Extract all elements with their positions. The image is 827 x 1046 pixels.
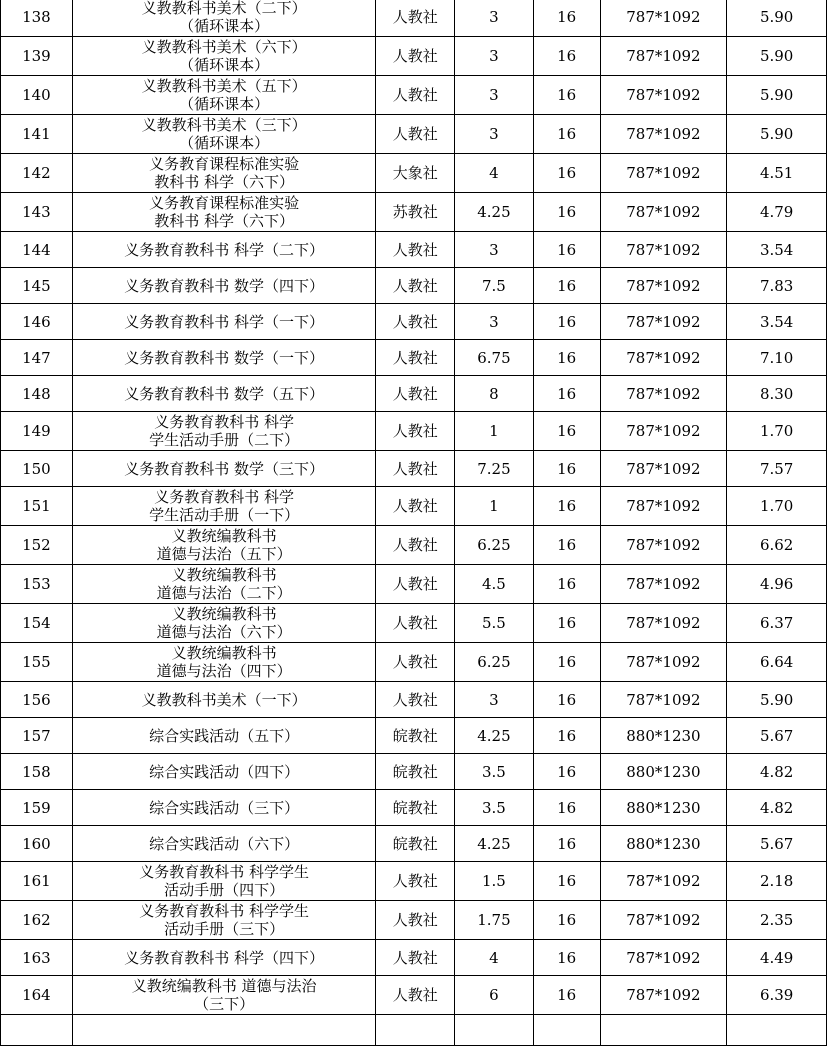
table-row [1,37,827,76]
paper-size-cell: 787*1092 [600,76,727,115]
publisher-cell: 人教社 [376,232,455,268]
publisher-cell: 人教社 [376,76,455,115]
book-title-cell: 义务教育教科书 科学（二下） [72,232,376,268]
paper-size-cell: 880*1230 [600,754,727,790]
sheets-cell: 4.25 [455,826,534,862]
sheets-cell: 1 [455,412,534,451]
sheets-cell: 3.5 [455,790,534,826]
publisher-cell: 苏教社 [376,193,455,232]
sheets-cell: 4 [455,154,534,193]
row-number-cell: 150 [1,451,73,487]
book-title-cell: 义教教科书美术（五下） （循环课本） [72,76,376,115]
sheets-cell: 3.5 [455,754,534,790]
paper-size-cell: 787*1092 [600,0,727,37]
sheets-cell: 4.5 [455,565,534,604]
paper-size-cell: 787*1092 [600,232,727,268]
sheets-cell: 3 [455,304,534,340]
publisher-cell: 人教社 [376,604,455,643]
price-cell: 6.64 [727,643,827,682]
sheets-cell: 3 [455,232,534,268]
format-cell: 16 [533,604,600,643]
publisher-cell: 人教社 [376,976,455,1015]
paper-size-cell: 787*1092 [600,268,727,304]
table-row [1,412,827,451]
table-row [1,0,827,37]
publisher-cell: 人教社 [376,526,455,565]
book-title-cell: 义教统编教科书 道德与法治（二下） [72,565,376,604]
table-row [1,304,827,340]
price-cell: 5.67 [727,826,827,862]
row-number-cell: 162 [1,901,73,940]
publisher-cell [376,1015,455,1046]
format-cell: 16 [533,526,600,565]
price-cell: 7.10 [727,340,827,376]
format-cell: 16 [533,0,600,37]
table-body [1,0,827,1046]
row-number-cell: 154 [1,604,73,643]
sheets-cell: 3 [455,682,534,718]
format-cell: 16 [533,826,600,862]
row-number-cell: 142 [1,154,73,193]
price-cell: 2.18 [727,862,827,901]
price-cell: 5.90 [727,76,827,115]
publisher-cell: 人教社 [376,940,455,976]
book-title-cell: 义务教育课程标准实验 教科书 科学（六下） [72,154,376,193]
format-cell: 16 [533,862,600,901]
table-row [1,232,827,268]
price-cell: 5.90 [727,37,827,76]
price-cell: 8.30 [727,376,827,412]
table-row [1,643,827,682]
book-title-cell: 综合实践活动（三下） [72,790,376,826]
row-number-cell: 157 [1,718,73,754]
table-row [1,790,827,826]
paper-size-cell: 787*1092 [600,862,727,901]
paper-size-cell [600,1015,727,1046]
sheets-cell: 1.5 [455,862,534,901]
paper-size-cell: 787*1092 [600,682,727,718]
table-row [1,1015,827,1046]
book-title-cell: 综合实践活动（四下） [72,754,376,790]
row-number-cell: 149 [1,412,73,451]
paper-size-cell: 787*1092 [600,976,727,1015]
publisher-cell: 人教社 [376,412,455,451]
row-number-cell: 152 [1,526,73,565]
price-cell: 4.51 [727,154,827,193]
sheets-cell: 7.5 [455,268,534,304]
sheets-cell: 3 [455,37,534,76]
sheets-cell: 3 [455,76,534,115]
book-title-cell: 义务教育教科书 科学（一下） [72,304,376,340]
publisher-cell: 大象社 [376,154,455,193]
format-cell: 16 [533,565,600,604]
sheets-cell: 4.25 [455,718,534,754]
paper-size-cell: 787*1092 [600,193,727,232]
publisher-cell: 人教社 [376,565,455,604]
price-cell: 3.54 [727,232,827,268]
format-cell: 16 [533,451,600,487]
table-row [1,154,827,193]
paper-size-cell: 787*1092 [600,604,727,643]
row-number-cell [1,1015,73,1046]
format-cell: 16 [533,37,600,76]
sheets-cell: 3 [455,115,534,154]
table-row [1,976,827,1015]
paper-size-cell: 787*1092 [600,901,727,940]
book-title-cell: 义教统编教科书 道德与法治 （三下） [72,976,376,1015]
table-row [1,193,827,232]
table-row [1,940,827,976]
price-cell: 4.82 [727,790,827,826]
price-cell: 6.37 [727,604,827,643]
paper-size-cell: 787*1092 [600,643,727,682]
publisher-cell: 人教社 [376,37,455,76]
price-cell: 4.79 [727,193,827,232]
sheets-cell: 6.25 [455,526,534,565]
price-cell: 6.62 [727,526,827,565]
publisher-cell: 人教社 [376,682,455,718]
row-number-cell: 163 [1,940,73,976]
book-title-cell: 义教统编教科书 道德与法治（五下） [72,526,376,565]
publisher-cell: 人教社 [376,862,455,901]
table-row [1,76,827,115]
format-cell [533,1015,600,1046]
book-title-cell: 义务教育教科书 数学（五下） [72,376,376,412]
paper-size-cell: 880*1230 [600,790,727,826]
sheets-cell: 7.25 [455,451,534,487]
format-cell: 16 [533,232,600,268]
table-row [1,268,827,304]
price-cell: 5.67 [727,718,827,754]
book-title-cell: 义务教育教科书 科学 学生活动手册（二下） [72,412,376,451]
book-title-cell: 义务教育教科书 科学 学生活动手册（一下） [72,487,376,526]
row-number-cell: 145 [1,268,73,304]
format-cell: 16 [533,754,600,790]
format-cell: 16 [533,901,600,940]
format-cell: 16 [533,115,600,154]
format-cell: 16 [533,718,600,754]
format-cell: 16 [533,643,600,682]
row-number-cell: 159 [1,790,73,826]
row-number-cell: 156 [1,682,73,718]
paper-size-cell: 787*1092 [600,565,727,604]
row-number-cell: 148 [1,376,73,412]
format-cell: 16 [533,376,600,412]
format-cell: 16 [533,154,600,193]
format-cell: 16 [533,682,600,718]
book-title-cell: 义教统编教科书 道德与法治（四下） [72,643,376,682]
row-number-cell: 155 [1,643,73,682]
row-number-cell: 147 [1,340,73,376]
format-cell: 16 [533,487,600,526]
price-cell: 5.90 [727,115,827,154]
row-number-cell: 146 [1,304,73,340]
table-row [1,682,827,718]
paper-size-cell: 787*1092 [600,115,727,154]
format-cell: 16 [533,193,600,232]
format-cell: 16 [533,76,600,115]
publisher-cell: 皖教社 [376,754,455,790]
sheets-cell [455,1015,534,1046]
sheets-cell: 1.75 [455,901,534,940]
format-cell: 16 [533,940,600,976]
paper-size-cell: 880*1230 [600,718,727,754]
price-cell: 5.90 [727,0,827,37]
table-row [1,604,827,643]
sheets-cell: 6 [455,976,534,1015]
publisher-cell: 人教社 [376,268,455,304]
publisher-cell: 人教社 [376,376,455,412]
table-row [1,340,827,376]
publisher-cell: 人教社 [376,115,455,154]
price-cell: 1.70 [727,412,827,451]
row-number-cell: 158 [1,754,73,790]
book-title-cell: 义务教育课程标准实验 教科书 科学（六下） [72,193,376,232]
book-title-cell: 义务教育教科书 数学（三下） [72,451,376,487]
sheets-cell: 6.75 [455,340,534,376]
table-row [1,754,827,790]
book-title-cell: 义务教育教科书 科学（四下） [72,940,376,976]
table-row [1,376,827,412]
publisher-cell: 人教社 [376,451,455,487]
price-cell: 6.39 [727,976,827,1015]
table-row [1,526,827,565]
publisher-cell: 人教社 [376,643,455,682]
format-cell: 16 [533,976,600,1015]
row-number-cell: 141 [1,115,73,154]
table-row [1,901,827,940]
publisher-cell: 皖教社 [376,790,455,826]
row-number-cell: 138 [1,0,73,37]
publisher-cell: 人教社 [376,304,455,340]
table-row [1,487,827,526]
price-cell: 4.82 [727,754,827,790]
publisher-cell: 皖教社 [376,718,455,754]
table-row [1,565,827,604]
row-number-cell: 161 [1,862,73,901]
book-title-cell: 综合实践活动（六下） [72,826,376,862]
book-title-cell: 义务教育教科书 数学（四下） [72,268,376,304]
book-title-cell: 义教统编教科书 道德与法治（六下） [72,604,376,643]
sheets-cell: 3 [455,0,534,37]
book-title-cell [72,1015,376,1046]
paper-size-cell: 787*1092 [600,340,727,376]
book-title-cell: 义务教育教科书 科学学生 活动手册（三下） [72,901,376,940]
book-title-cell: 义务教育教科书 数学（一下） [72,340,376,376]
price-cell: 7.57 [727,451,827,487]
format-cell: 16 [533,268,600,304]
sheets-cell: 8 [455,376,534,412]
table-row [1,451,827,487]
table-row [1,115,827,154]
sheets-cell: 4.25 [455,193,534,232]
format-cell: 16 [533,790,600,826]
row-number-cell: 160 [1,826,73,862]
book-title-cell: 义务教育教科书 科学学生 活动手册（四下） [72,862,376,901]
price-cell: 5.90 [727,682,827,718]
paper-size-cell: 787*1092 [600,487,727,526]
paper-size-cell: 787*1092 [600,940,727,976]
sheets-cell: 5.5 [455,604,534,643]
publisher-cell: 人教社 [376,0,455,37]
paper-size-cell: 787*1092 [600,154,727,193]
book-title-cell: 义教教科书美术（六下） （循环课本） [72,37,376,76]
publisher-cell: 人教社 [376,340,455,376]
row-number-cell: 139 [1,37,73,76]
price-cell: 7.83 [727,268,827,304]
row-number-cell: 153 [1,565,73,604]
paper-size-cell: 787*1092 [600,376,727,412]
book-title-cell: 综合实践活动（五下） [72,718,376,754]
format-cell: 16 [533,340,600,376]
book-title-cell: 义教教科书美术（一下） [72,682,376,718]
paper-size-cell: 787*1092 [600,37,727,76]
row-number-cell: 164 [1,976,73,1015]
format-cell: 16 [533,412,600,451]
price-cell: 2.35 [727,901,827,940]
price-cell: 3.54 [727,304,827,340]
table-row [1,718,827,754]
price-cell: 4.49 [727,940,827,976]
row-number-cell: 151 [1,487,73,526]
paper-size-cell: 787*1092 [600,304,727,340]
paper-size-cell: 787*1092 [600,451,727,487]
book-title-cell: 义教教科书美术（三下） （循环课本） [72,115,376,154]
row-number-cell: 140 [1,76,73,115]
price-cell: 4.96 [727,565,827,604]
sheets-cell: 4 [455,940,534,976]
publisher-cell: 人教社 [376,901,455,940]
book-title-cell: 义教教科书美术（二下） （循环课本） [72,0,376,37]
sheets-cell: 6.25 [455,643,534,682]
table-row [1,862,827,901]
table-row [1,826,827,862]
price-cell [727,1015,827,1046]
paper-size-cell: 880*1230 [600,826,727,862]
publisher-cell: 皖教社 [376,826,455,862]
price-cell: 1.70 [727,487,827,526]
paper-size-cell: 787*1092 [600,412,727,451]
publisher-cell: 人教社 [376,487,455,526]
format-cell: 16 [533,304,600,340]
row-number-cell: 143 [1,193,73,232]
row-number-cell: 144 [1,232,73,268]
paper-size-cell: 787*1092 [600,526,727,565]
sheets-cell: 1 [455,487,534,526]
